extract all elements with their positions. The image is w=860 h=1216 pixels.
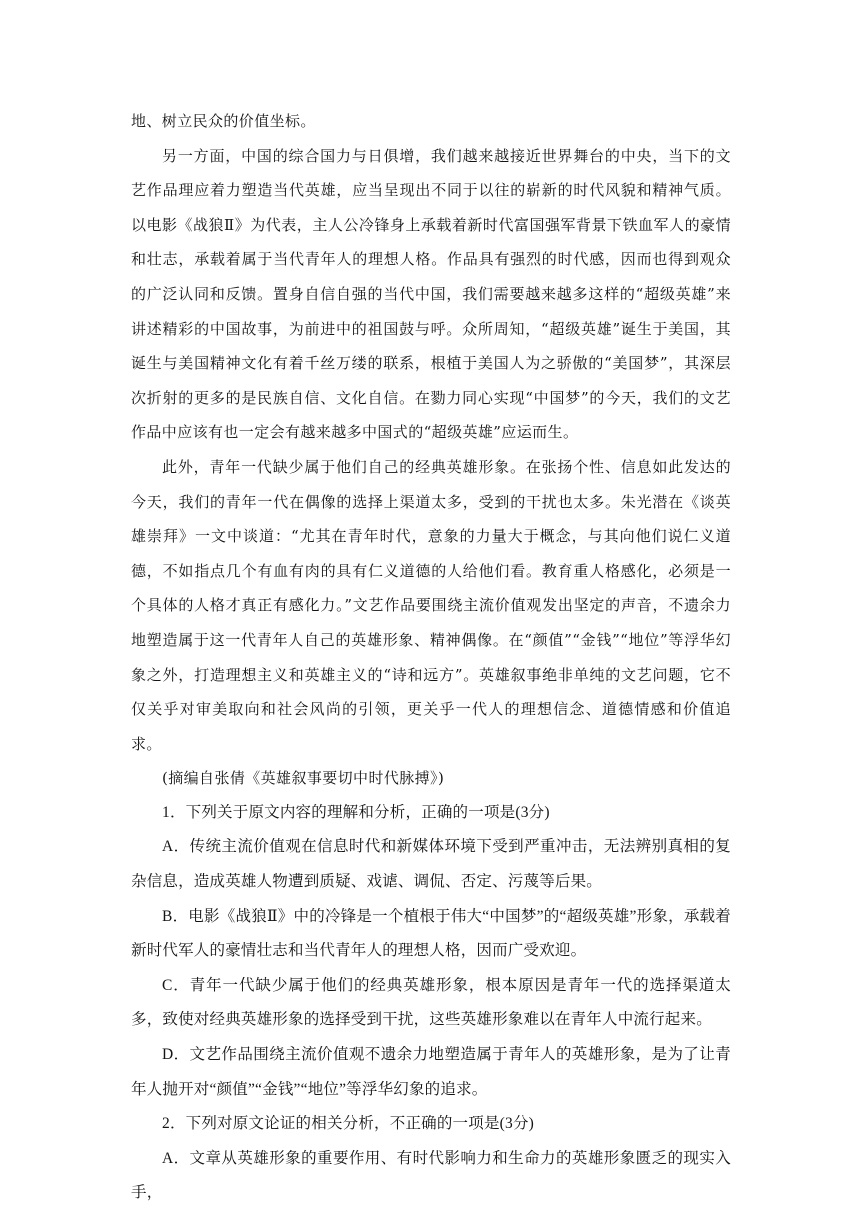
document-body	[131, 104, 731, 1211]
question-2-option-a: A．文章从英雄形象的重要作用、有时代影响力和生命力的英雄形象匮乏的现实入手，	[131, 1149, 731, 1202]
question-1-option-d: D．文艺作品围绕主流价值观不遗余力地塑造属于青年人的英雄形象，是为了让青年人抛开对“颜值”“金钱”“地位”等浮华幻象的追求。	[131, 1046, 731, 1098]
paragraph-contemporary-heroes: 另一方面，中国的综合国力与日俱增，我们越来越接近世界舞台的中央，当下的文艺作品理应着力塑造当代英雄，应当呈现出不同于以往的崭新的时代风貌和精神气质。以电影《战狼Ⅱ》为代表，主人公冷锋身上承载着新时代富国强军背景下铁血军人的豪情和壮志，承载着属于当代青年人的理想人格。作品具有强烈的时代感，因而也得到观众的广泛认同和反馈。置身自信自强的当代中国，我们需要越来越多这样的“超级英雄”来讲述精彩的中国故事，为前进中的祖国鼓与呼。众所周知，“超级英雄”诞生于美国，其诞生与美国精神文化有着千丝万缕的联系，根植于美国人为之骄傲的“美国梦”，其深层次折射的更多的是民族自信、文化自信。在勠力同心实现“中国梦”的今天，我们的文艺作品中应该有也一定会有越来越多中国式的“超级英雄”应运而生。	[131, 146, 731, 442]
paragraph-youth-heroes: 此外，青年一代缺少属于他们自己的经典英雄形象。在张扬个性、信息如此发达的今天，我们的青年一代在偶像的选择上渠道太多，受到的干扰也太多。朱光潜在《谈英雄崇拜》一文中谈道：“尤其在青年时代，意象的力量大于概念，与其向他们说仁义道德，不如指点几个有血有肉的具有仁义道德的人给他们看。教育重人格感化，必须是一个具体的人格才真正有感化力。”文艺作品要围绕主流价值观发出坚定的声音，不遗余力地塑造属于这一代青年人自己的英雄形象、精神偶像。在“颜值”“金钱”“地位”等浮华幻象之外，打造理想主义和英雄主义的“诗和远方”。英雄叙事绝非单纯的文艺问题，它不仅关乎对审美取向和社会风尚的引领，更关乎一代人的理想信念、道德情感和价值追求。	[131, 457, 731, 753]
source-citation: (摘编自张倩《英雄叙事要切中时代脉搏》)	[162, 769, 445, 788]
question-1-option-b: B．电影《战狼Ⅱ》中的冷锋是一个植根于伟大“中国梦”的“超级英雄”形象，承载着新时代军人的豪情壮志和当代青年人的理想人格，因而广受欢迎。	[131, 907, 731, 960]
question-2-stem: 2．下列对原文论证的相关分析，不正确的一项是(3分)	[162, 1115, 535, 1133]
question-1-option-a: A．传统主流价值观在信息时代和新媒体环境下受到严重冲击，无法辨别真相的复杂信息，造成英雄人物遭到质疑、戏谑、调侃、否定、污蔑等后果。	[131, 838, 731, 891]
question-1-stem: 1．下列关于原文内容的理解和分析，正确的一项是(3分)	[162, 803, 550, 821]
question-1-option-c: C．青年一代缺少属于他们的经典英雄形象，根本原因是青年一代的选择渠道太多，致使对经典英雄形象的选择受到干扰，这些英雄形象难以在青年人中流行起来。	[131, 976, 731, 1029]
paragraph-continuation: 地、树立民众的价值坐标。	[131, 112, 316, 130]
